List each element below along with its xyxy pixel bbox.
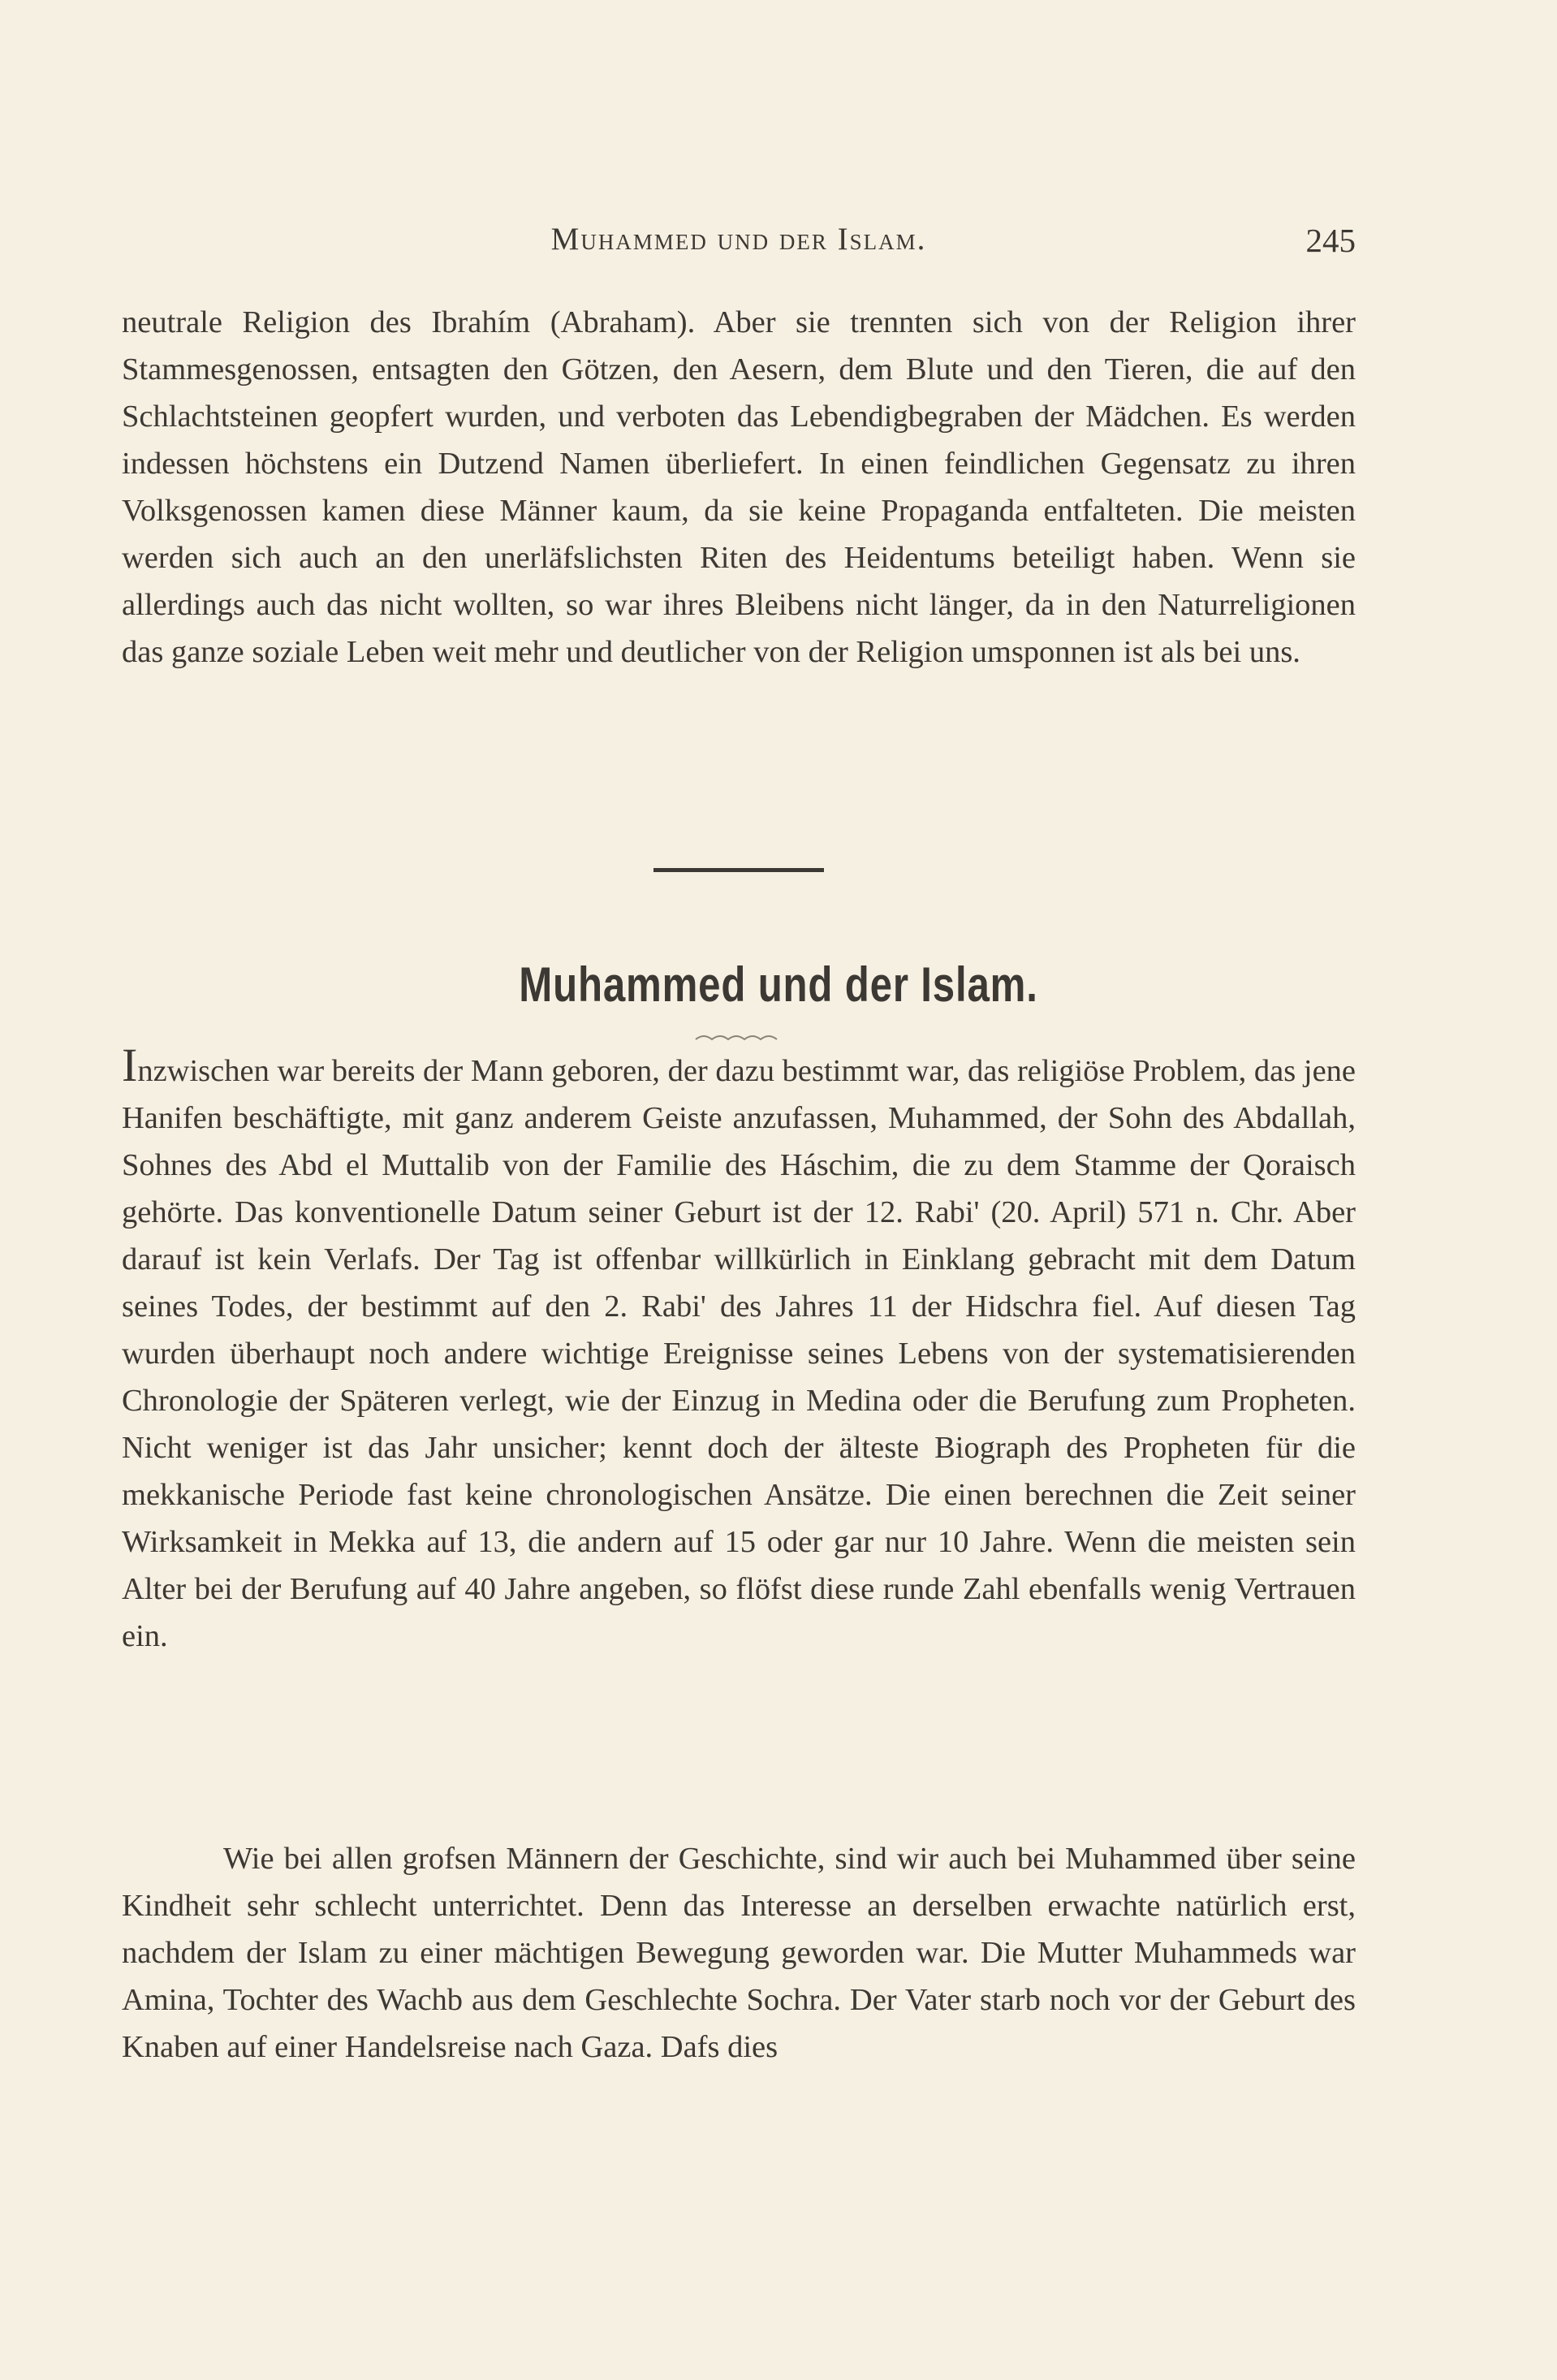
- running-title: Muhammed und der Islam.: [550, 222, 927, 257]
- section-paragraph-1-text: nzwischen war bereits der Mann geboren, der dazu bestimmt war, das religiöse Problem, das jene Hanifen beschäftigte, mit ganz anderem Geiste anzufassen, Muhammed, der Sohn des Abdallah, Sohnes des Abd el Muttalib von der Familie des Háschim, die zu dem Stamme der Qoraisch gehörte. Das konventionelle Datum seiner Geburt ist der 12. Rabi' (20. April) 571 n. Chr. Aber darauf ist kein Verlafs. Der Tag ist offenbar willkürlich in Einklang gebracht mit dem Datum seines Todes, der bestimmt auf den 2. Rabi' des Jahres 11 der Hidschra fiel. Auf diesen Tag wurden überhaupt noch andere wichtige Ereignisse seines Lebens von der systematisierenden Chronologie der Späteren verlegt, wie der Einzug in Medina oder die Berufung zum Propheten. Nicht weniger ist das Jahr unsicher; kennt doch der älteste Biograph des Propheten für die mekkanische Periode fast keine chronologischen Ansätze. Die einen berechnen die Zeit seiner Wirksamkeit in Mekka auf 13, die andern auf 15 oder gar nur 10 Jahre. Wenn die meisten sein Alter bei der Berufung auf 40 Jahre angeben, so flöfst diese runde Zahl ebenfalls wenig Vertrauen ein.: [122, 1054, 1356, 1653]
- section-paragraph-2: Wie bei allen grofsen Männern der Geschichte, sind wir auch bei Muhammed über seine Kindheit sehr schlecht unterrichtet. Denn das Interesse an derselben erwachte natürlich erst, nachdem der Islam zu einer mächtigen Bewegung geworden war. Die Mutter Muhammeds war Amina, Tochter des Wachb aus dem Geschlechte Sochra. Der Vater starb noch vor der Geburt des Knaben auf einer Handelsreise nach Gaza. Dafs dies: [122, 1842, 1356, 2064]
- title-ornament: [694, 1031, 783, 1043]
- page-number: 245: [1305, 222, 1356, 259]
- section-paragraph-1: [122, 1039, 1356, 1660]
- page-header: [122, 221, 1356, 270]
- section-title: Muhammed und der Islam.: [519, 957, 1038, 1012]
- paragraph-continued: neutrale Religion des Ibrahím (Abraham). Aber sie trennten sich von der Religion ihrer Stammesgenossen, entsagten den Götzen, den Aesern, dem Blute und den Tieren, die auf den Schlachtsteinen geopfert wurden, und verboten das Lebendigbegraben der Mädchen. Es werden indessen höchstens ein Dutzend Namen überliefert. In einen feindlichen Gegensatz zu ihren Volksgenossen kamen diese Männer kaum, da sie keine Propaganda entfalteten. Die meisten werden sich auch an den unerläfslichsten Riten des Heidentums beteiligt haben. Wenn sie allerdings auch das nicht wollten, so war ihres Bleibens nicht länger, da in den Naturreligionen das ganze soziale Leben weit mehr und deutlicher von der Religion umsponnen ist als bei uns.: [122, 305, 1356, 669]
- initial-letter: I: [122, 1039, 138, 1091]
- section-divider-rule: [653, 868, 824, 872]
